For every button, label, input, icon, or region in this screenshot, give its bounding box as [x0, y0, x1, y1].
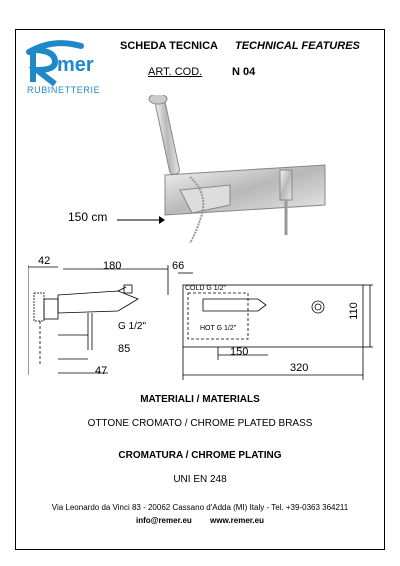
- dim-110: 110: [347, 302, 360, 320]
- side-view-drawing: [28, 265, 168, 375]
- hot-connection-label: HOT G 1/2": [200, 325, 237, 332]
- website-link[interactable]: www.remer.eu: [210, 516, 264, 525]
- dim-150: 150: [230, 346, 249, 358]
- cold-connection-label: COLD G 1/2": [185, 285, 226, 292]
- logo-subtitle: RUBINETTERIE: [27, 85, 101, 95]
- hose-length-label: 150 cm: [68, 210, 108, 224]
- title-english: TECHNICAL FEATURES: [235, 40, 360, 52]
- art-code-value: N 04: [232, 66, 256, 78]
- plating-standard: UNI EN 248: [173, 474, 227, 485]
- dim-47: 47: [95, 365, 108, 377]
- company-address: Via Leonardo da Vinci 83 - 20062 Cassano d'Adda (MI) Italy - Tel. +39-0363 364211: [51, 503, 349, 512]
- dim-320: 320: [290, 362, 309, 374]
- dim-180: 180: [103, 260, 122, 272]
- dim-42: 42: [38, 255, 51, 267]
- logo-brand-text: mer: [57, 54, 94, 76]
- dim-85: 85: [118, 343, 131, 355]
- email-link[interactable]: info@remer.eu: [135, 516, 192, 525]
- technical-drawing: [28, 255, 378, 385]
- hose-arrow-icon: [115, 210, 165, 230]
- art-code-label: ART. COD.: [148, 66, 203, 78]
- product-image: [140, 95, 330, 245]
- contact-line: [0, 516, 400, 525]
- dim-g12: G 1/2": [118, 321, 147, 332]
- materials-text: OTTONE CROMATO / CHROME PLATED BRASS: [87, 418, 313, 429]
- title-italian: SCHEDA TECNICA: [120, 40, 218, 52]
- plating-heading: CROMATURA / CHROME PLATING: [118, 450, 282, 461]
- materials-heading: MATERIALI / MATERIALS: [140, 394, 260, 405]
- dim-66: 66: [172, 260, 185, 272]
